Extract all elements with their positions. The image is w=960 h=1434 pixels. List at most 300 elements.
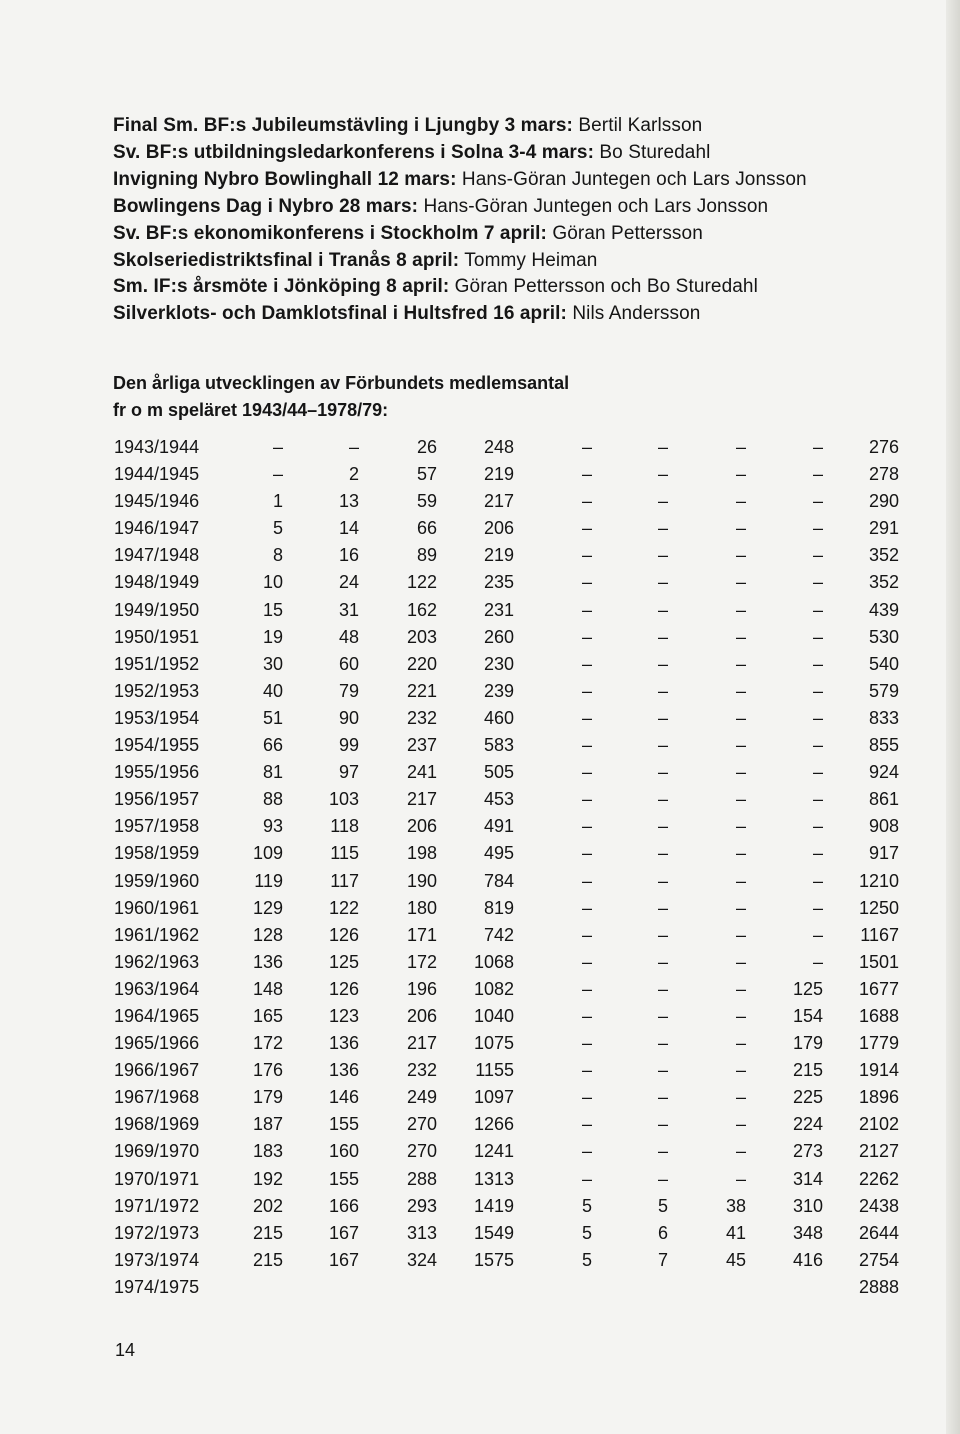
count-cell: – <box>581 626 592 647</box>
count-cell: 10 <box>262 572 283 593</box>
event-people: Hans-Göran Juntegen och Lars Jonsson <box>461 168 807 190</box>
event-people: Bertil Karlsson <box>578 115 703 136</box>
count-cell: 1914 <box>858 1060 899 1081</box>
season-cell: 1947/1948 <box>114 545 200 566</box>
count-cell: 237 <box>406 735 437 756</box>
season-cell: 1957/1958 <box>114 816 200 837</box>
table-row <box>0 1057 960 1084</box>
count-cell: 224 <box>792 1114 823 1135</box>
event-title: Bowlingens Dag i Nybro 28 mars: <box>113 195 419 217</box>
season-cell: 1946/1947 <box>114 518 200 539</box>
count-cell: 1 <box>272 491 283 512</box>
count-cell: 115 <box>330 843 359 864</box>
count-cell: – <box>812 762 823 783</box>
count-cell: 148 <box>252 978 283 999</box>
count-cell: – <box>735 653 746 674</box>
count-cell: 136 <box>328 1060 359 1081</box>
season-cell: 1950/1951 <box>114 626 200 647</box>
table-row <box>0 651 960 678</box>
season-cell: 1943/1944 <box>114 437 200 457</box>
count-cell: – <box>735 491 746 512</box>
count-cell: – <box>581 1168 592 1189</box>
event-line <box>113 221 913 248</box>
count-cell: – <box>581 599 592 620</box>
count-cell: 1075 <box>473 1033 514 1054</box>
count-cell: 1155 <box>475 1060 514 1081</box>
count-cell: 93 <box>262 816 283 837</box>
count-cell: 313 <box>406 1222 437 1243</box>
count-cell: 198 <box>406 843 437 864</box>
count-cell: – <box>657 626 668 647</box>
count-cell: 183 <box>252 1141 283 1162</box>
count-cell: – <box>735 1005 746 1026</box>
count-cell: 908 <box>868 816 899 837</box>
count-cell: – <box>581 951 592 972</box>
count-cell: – <box>581 1114 592 1135</box>
table-row <box>0 759 960 786</box>
count-cell: 203 <box>406 626 437 647</box>
count-cell: – <box>657 978 668 999</box>
table-row <box>0 1274 960 1301</box>
season-cell: 1960/1961 <box>114 897 200 918</box>
count-cell: – <box>812 491 823 512</box>
count-cell: 16 <box>338 545 359 566</box>
count-cell: 48 <box>338 626 359 647</box>
membership-table <box>0 434 960 1301</box>
event-title: Sv. BF:s utbildningsledarkonferens i Solna 3-4 mars: <box>113 141 595 163</box>
event-title: Final Sm. BF:s Jubileumstävling i Ljungby 3 mars: <box>113 115 573 136</box>
event-people: Bo Sturedahl <box>599 141 711 163</box>
count-cell: – <box>812 599 823 620</box>
count-cell: – <box>581 924 592 945</box>
count-cell: 1419 <box>473 1195 514 1216</box>
count-cell: 103 <box>328 789 359 810</box>
count-cell: 495 <box>483 843 514 864</box>
table-intro-line: fr o m speläret 1943/44–1978/79: <box>113 400 389 420</box>
season-cell: 1971/1972 <box>114 1195 200 1216</box>
count-cell: 1241 <box>473 1141 514 1162</box>
count-cell: – <box>657 572 668 593</box>
count-cell: 60 <box>338 653 359 674</box>
count-cell: 99 <box>338 735 359 756</box>
season-cell: 1964/1965 <box>114 1005 200 1026</box>
count-cell: 45 <box>725 1249 746 1270</box>
table-row <box>0 895 960 922</box>
count-cell: – <box>657 816 668 837</box>
count-cell: – <box>581 897 592 918</box>
count-cell: 290 <box>868 491 899 512</box>
count-cell: 2644 <box>858 1222 899 1243</box>
count-cell: 270 <box>406 1141 437 1162</box>
count-cell: – <box>581 545 592 566</box>
table-row <box>0 1166 960 1193</box>
count-cell: – <box>735 626 746 647</box>
count-cell: – <box>581 437 592 457</box>
count-cell: 5 <box>657 1195 668 1216</box>
count-cell: – <box>812 464 823 485</box>
count-cell: – <box>581 518 592 539</box>
count-cell: – <box>735 870 746 891</box>
page-number: 14 <box>115 1340 136 1360</box>
count-cell: 172 <box>252 1033 283 1054</box>
season-cell: 1953/1954 <box>114 707 200 728</box>
count-cell: 31 <box>338 599 359 620</box>
count-cell: 167 <box>328 1249 359 1270</box>
event-people: Tommy Heiman <box>464 249 598 271</box>
count-cell: – <box>581 870 592 891</box>
count-cell: 855 <box>868 735 899 756</box>
count-cell: 2127 <box>858 1141 899 1162</box>
table-row <box>0 1084 960 1111</box>
count-cell: 154 <box>792 1005 823 1026</box>
count-cell: 5 <box>581 1222 592 1243</box>
count-cell: 66 <box>416 518 437 539</box>
season-cell: 1973/1974 <box>114 1249 200 1270</box>
count-cell: – <box>657 545 668 566</box>
count-cell: – <box>812 924 823 945</box>
event-title: Skolseriedistriktsfinal i Tranås 8 april: <box>113 249 460 271</box>
count-cell: 1688 <box>858 1005 899 1026</box>
count-cell: 126 <box>328 978 359 999</box>
count-cell: – <box>735 599 746 620</box>
count-cell: – <box>735 816 746 837</box>
count-cell: 215 <box>792 1060 823 1081</box>
count-cell: 1250 <box>858 897 899 918</box>
event-title: Sm. IF:s årsmöte i Jönköping 8 april: <box>113 276 450 298</box>
count-cell: 1097 <box>473 1087 514 1108</box>
count-cell: – <box>735 897 746 918</box>
count-cell: – <box>657 897 668 918</box>
count-cell: 833 <box>868 707 899 728</box>
count-cell: 260 <box>483 626 514 647</box>
count-cell: – <box>735 1060 746 1081</box>
count-cell: – <box>581 707 592 728</box>
count-cell: 221 <box>406 680 437 701</box>
count-cell: 155 <box>328 1168 359 1189</box>
count-cell: – <box>657 789 668 810</box>
count-cell: 8 <box>272 545 283 566</box>
count-cell: 348 <box>792 1222 823 1243</box>
count-cell: 179 <box>792 1033 823 1054</box>
count-cell: 2754 <box>858 1249 899 1270</box>
count-cell: – <box>581 464 592 485</box>
table-row <box>0 569 960 596</box>
season-cell: 1968/1969 <box>114 1114 200 1135</box>
count-cell: – <box>735 518 746 539</box>
table-row <box>0 786 960 813</box>
count-cell: 1549 <box>473 1222 514 1243</box>
season-cell: 1966/1967 <box>114 1060 200 1081</box>
count-cell: 219 <box>483 464 514 485</box>
count-cell: – <box>735 707 746 728</box>
event-people: Göran Pettersson <box>552 222 703 244</box>
count-cell: – <box>735 1114 746 1135</box>
count-cell: 167 <box>328 1222 359 1243</box>
event-people: Göran Pettersson och Bo Sturedahl <box>454 276 758 298</box>
count-cell: 583 <box>483 735 514 756</box>
count-cell: – <box>735 545 746 566</box>
count-cell: – <box>657 1033 668 1054</box>
count-cell: 5 <box>581 1249 592 1270</box>
count-cell: – <box>657 1060 668 1081</box>
table-row <box>0 976 960 1003</box>
count-cell: 291 <box>868 518 899 539</box>
count-cell: 57 <box>416 464 437 485</box>
count-cell: 81 <box>262 762 283 783</box>
count-cell: 165 <box>252 1005 283 1026</box>
count-cell: – <box>735 1168 746 1189</box>
table-row <box>0 515 960 542</box>
event-line <box>113 167 913 194</box>
count-cell: – <box>581 1060 592 1081</box>
season-cell: 1974/1975 <box>114 1276 200 1297</box>
count-cell: – <box>735 1033 746 1054</box>
count-cell: 129 <box>252 897 283 918</box>
count-cell: – <box>272 464 283 485</box>
count-cell: 2102 <box>858 1114 899 1135</box>
table-row <box>0 542 960 569</box>
count-cell: 2262 <box>858 1168 899 1189</box>
count-cell: – <box>581 1141 592 1162</box>
count-cell: 235 <box>483 572 514 593</box>
count-cell: 439 <box>868 599 899 620</box>
count-cell: – <box>812 626 823 647</box>
count-cell: 239 <box>483 680 514 701</box>
count-cell: 1266 <box>473 1114 514 1135</box>
count-cell: – <box>657 1141 668 1162</box>
table-row <box>0 597 960 624</box>
count-cell: – <box>657 1087 668 1108</box>
table-row <box>0 1247 960 1274</box>
table-row <box>0 1030 960 1057</box>
count-cell: – <box>735 762 746 783</box>
count-cell: 15 <box>262 599 283 620</box>
count-cell: 2888 <box>858 1276 899 1297</box>
count-cell: – <box>657 1005 668 1026</box>
count-cell: 136 <box>252 951 283 972</box>
event-line <box>113 113 913 140</box>
count-cell: 505 <box>483 762 514 783</box>
count-cell: – <box>657 518 668 539</box>
count-cell: 7 <box>657 1249 668 1270</box>
count-cell: 206 <box>483 518 514 539</box>
count-cell: 97 <box>338 762 359 783</box>
count-cell: – <box>657 491 668 512</box>
count-cell: – <box>735 978 746 999</box>
count-cell: 136 <box>328 1033 359 1054</box>
table-row <box>0 732 960 759</box>
count-cell: – <box>735 1141 746 1162</box>
table-intro-line: Den årliga utvecklingen av Förbundets medlemsantal <box>113 373 570 393</box>
event-title: Sv. BF:s ekonomikonferens i Stockholm 7 april: <box>113 222 547 244</box>
count-cell: – <box>581 816 592 837</box>
count-cell: – <box>812 518 823 539</box>
count-cell: – <box>581 762 592 783</box>
season-cell: 1963/1964 <box>114 978 200 999</box>
count-cell: 288 <box>406 1168 437 1189</box>
count-cell: 51 <box>262 707 283 728</box>
count-cell: 248 <box>483 437 514 457</box>
count-cell: 241 <box>406 762 437 783</box>
count-cell: 59 <box>416 491 437 512</box>
count-cell: – <box>812 816 823 837</box>
count-cell: 5 <box>581 1195 592 1216</box>
table-row <box>0 461 960 488</box>
count-cell: – <box>812 951 823 972</box>
count-cell: – <box>812 843 823 864</box>
count-cell: 122 <box>328 897 359 918</box>
table-row <box>0 1138 960 1165</box>
table-row <box>0 949 960 976</box>
count-cell: 217 <box>483 491 514 512</box>
season-cell: 1944/1945 <box>114 464 200 485</box>
count-cell: – <box>812 545 823 566</box>
count-cell: 176 <box>252 1060 283 1081</box>
count-cell: – <box>812 707 823 728</box>
count-cell: – <box>735 572 746 593</box>
count-cell: 38 <box>725 1195 746 1216</box>
event-line <box>113 248 913 275</box>
count-cell: 180 <box>406 897 437 918</box>
count-cell: 1677 <box>858 978 899 999</box>
count-cell: 219 <box>483 545 514 566</box>
count-cell: 190 <box>406 870 437 891</box>
event-line <box>113 274 913 301</box>
count-cell: 162 <box>406 599 437 620</box>
season-cell: 1951/1952 <box>114 653 200 674</box>
count-cell: 79 <box>338 680 359 701</box>
table-row <box>0 868 960 895</box>
count-cell: 278 <box>868 464 899 485</box>
count-cell: 231 <box>483 599 514 620</box>
count-cell: 128 <box>252 924 283 945</box>
count-cell: 179 <box>252 1087 283 1108</box>
count-cell: – <box>272 437 283 457</box>
count-cell: 196 <box>406 978 437 999</box>
count-cell: – <box>657 951 668 972</box>
count-cell: – <box>812 680 823 701</box>
count-cell: 119 <box>254 870 283 891</box>
count-cell: – <box>581 572 592 593</box>
count-cell: – <box>735 735 746 756</box>
count-cell: – <box>735 680 746 701</box>
count-cell: 1501 <box>858 951 899 972</box>
event-line <box>113 140 913 167</box>
count-cell: – <box>581 1005 592 1026</box>
count-cell: 13 <box>338 491 359 512</box>
count-cell: 352 <box>868 572 899 593</box>
season-cell: 1958/1959 <box>114 843 200 864</box>
count-cell: 14 <box>338 518 359 539</box>
season-cell: 1952/1953 <box>114 680 200 701</box>
count-cell: – <box>657 707 668 728</box>
count-cell: 220 <box>406 653 437 674</box>
count-cell: 26 <box>416 437 437 457</box>
season-cell: 1965/1966 <box>114 1033 200 1054</box>
count-cell: 540 <box>868 653 899 674</box>
count-cell: – <box>812 437 823 457</box>
table-row <box>0 434 960 461</box>
count-cell: 118 <box>330 816 359 837</box>
count-cell: 352 <box>868 545 899 566</box>
count-cell: – <box>657 464 668 485</box>
count-cell: 215 <box>252 1222 283 1243</box>
count-cell: 579 <box>868 680 899 701</box>
season-cell: 1956/1957 <box>114 789 200 810</box>
count-cell: – <box>812 572 823 593</box>
count-cell: 2 <box>348 464 359 485</box>
count-cell: 230 <box>483 653 514 674</box>
count-cell: 453 <box>483 789 514 810</box>
count-cell: – <box>581 843 592 864</box>
count-cell: 90 <box>338 707 359 728</box>
count-cell: – <box>581 1033 592 1054</box>
count-cell: 88 <box>262 789 283 810</box>
count-cell: 122 <box>406 572 437 593</box>
count-cell: – <box>735 464 746 485</box>
count-cell: – <box>735 789 746 810</box>
count-cell: – <box>735 924 746 945</box>
count-cell: 160 <box>328 1141 359 1162</box>
count-cell: 225 <box>792 1087 823 1108</box>
count-cell: – <box>581 680 592 701</box>
table-row <box>0 678 960 705</box>
event-title: Silverklots- och Damklotsfinal i Hultsfred 16 april: <box>113 303 567 325</box>
count-cell: – <box>657 599 668 620</box>
table-row <box>0 624 960 651</box>
count-cell: 19 <box>262 626 283 647</box>
count-cell: 1068 <box>473 951 514 972</box>
table-row <box>0 1220 960 1247</box>
count-cell: 171 <box>406 924 437 945</box>
count-cell: – <box>657 653 668 674</box>
count-cell: 146 <box>328 1087 359 1108</box>
count-cell: – <box>581 978 592 999</box>
count-cell: 1167 <box>860 924 899 945</box>
count-cell: 314 <box>792 1168 823 1189</box>
count-cell: 273 <box>792 1141 823 1162</box>
count-cell: – <box>581 735 592 756</box>
event-people: Hans-Göran Juntegen och Lars Jonsson <box>423 195 769 217</box>
season-cell: 1970/1971 <box>114 1168 200 1189</box>
table-row <box>0 705 960 732</box>
count-cell: 1313 <box>473 1168 514 1189</box>
count-cell: 125 <box>328 951 359 972</box>
count-cell: 460 <box>483 707 514 728</box>
count-cell: 172 <box>406 951 437 972</box>
count-cell: 125 <box>792 978 823 999</box>
count-cell: – <box>581 491 592 512</box>
count-cell: – <box>657 843 668 864</box>
count-cell: 192 <box>252 1168 283 1189</box>
count-cell: 40 <box>262 680 283 701</box>
count-cell: 491 <box>483 816 514 837</box>
count-cell: 1896 <box>858 1087 899 1108</box>
season-cell: 1967/1968 <box>114 1087 200 1108</box>
count-cell: 1040 <box>473 1005 514 1026</box>
count-cell: – <box>735 1087 746 1108</box>
count-cell: – <box>348 437 359 457</box>
count-cell: – <box>581 653 592 674</box>
count-cell: 232 <box>406 707 437 728</box>
season-cell: 1959/1960 <box>114 870 200 891</box>
count-cell: – <box>735 437 746 457</box>
count-cell: – <box>735 843 746 864</box>
count-cell: – <box>657 762 668 783</box>
table-row <box>0 488 960 515</box>
count-cell: 206 <box>406 816 437 837</box>
season-cell: 1962/1963 <box>114 951 200 972</box>
